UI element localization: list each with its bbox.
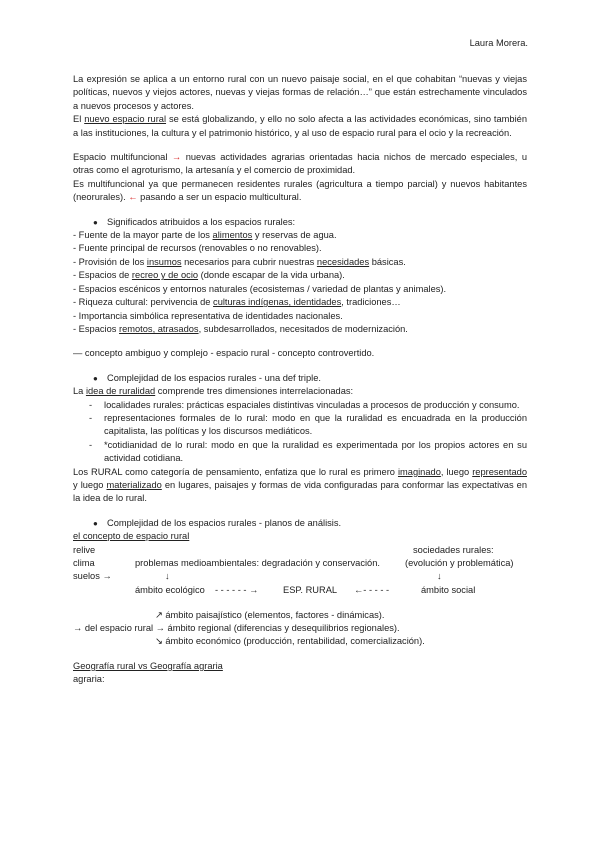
evolucion-label: (evolución y problemática) bbox=[405, 557, 514, 568]
dash-left-arrow: ←- - - - - bbox=[354, 584, 390, 595]
ambito-economico-line: ↘ ámbito económico (producción, rentabilidad, comercialización). bbox=[155, 636, 425, 647]
ambito-ecologico-label: ámbito ecológico bbox=[135, 584, 205, 595]
relive-label: relive bbox=[73, 544, 96, 555]
ambito-social-label: ámbito social bbox=[421, 584, 476, 595]
list-item: - representaciones formales de lo rural: modo en que la ruralidad es encuadrada en la producción capitalista, las políticas y los discursos mediáticos. bbox=[73, 412, 527, 439]
ambito-paisajistico-line: ↗ ámbito paisajístico (elementos, factores - dinámicas). bbox=[155, 609, 385, 620]
bullet-icon: ● bbox=[93, 518, 98, 528]
arrow-left-icon: ← bbox=[128, 192, 138, 203]
list-item: - Espacios escénicos y entornos naturales (ecosistemas / variedad de plantas y animales). bbox=[73, 283, 447, 294]
ruralidad-intro: La idea de ruralidad comprende tres dimensiones interrelacionadas: bbox=[73, 386, 354, 397]
dash-right-arrow: - - - - - - → bbox=[215, 584, 259, 595]
list-item: - localidades rurales: prácticas espaciales distintivas vinculadas a procesos de producción y consumo. bbox=[73, 399, 527, 412]
list-item: - Fuente principal de recursos (renovables o no renovables). bbox=[73, 243, 322, 254]
bullet-icon: ● bbox=[93, 373, 98, 383]
document-body bbox=[73, 73, 527, 687]
significados-list bbox=[73, 229, 527, 336]
intro-paragraph-1: La expresión se aplica a un entorno rural con un nuevo paisaje social, en el que cohabitan “nuevas y viejas políticas, nuevos y viejos actores, nuevas y viejas formas de relación…” que están estrechamente vinculados a nuevos procesos y actores. bbox=[73, 74, 527, 111]
list-item: - Provisión de los insumos necesarios para cubrir nuestras necesidades básicas. bbox=[73, 256, 406, 267]
geografia-heading: Geografía rural vs Geografía agraria bbox=[73, 660, 223, 671]
down-arrow-icon: ↓ bbox=[437, 571, 442, 582]
list-item: - Importancia simbólica representativa de identidades nacionales. bbox=[73, 310, 343, 321]
rural-categoria-paragraph: Los RURAL como categoría de pensamiento, enfatiza que lo rural es primero imaginado, luego representado y luego materializado en lugares, paisajes y formas de vida configuradas para conformar las expectativas en la idea de lo rural. bbox=[73, 466, 528, 504]
intro-paragraph-2: El nuevo espacio rural se está globalizando, y ello no solo afecta a las actividades económicas, sino también a las instituciones, la cultura y el patrimonio histórico, y al uso de espacio rural para el ocio y la recreación. bbox=[73, 114, 527, 138]
list-item: - Espacios remotos, atrasados, subdesarrollados, necesitados de modernización. bbox=[73, 323, 408, 334]
suelos-label: suelos → bbox=[73, 571, 112, 582]
list-item: - Fuente de la mayor parte de los alimentos y reservas de agua. bbox=[73, 230, 337, 241]
planos-diagram bbox=[73, 544, 527, 598]
ambito-regional-line: → del espacio rural → ámbito regional (diferencias y desequilibrios regionales). bbox=[73, 623, 400, 633]
list-item: - *cotidianidad de lo rural: modo en que la ruralidad es experimentada por los propios actores en su actividad cotidiana. bbox=[73, 439, 527, 466]
concepto-espacio-rural-subheading: el concepto de espacio rural bbox=[73, 531, 190, 542]
list-item: - Espacios de recreo y de ocio (donde escapar de la vida urbana). bbox=[73, 270, 345, 281]
significados-heading: ● Significados atribuidos a los espacios rurales: bbox=[73, 216, 527, 229]
multifuncional-line: Espacio multifuncional → nuevas actividades agrarias orientadas hacia nichos de mercado especiales, u otras como el agroturismo, la artesanía y el comercio de proximidad. bbox=[73, 152, 527, 176]
clima-label: clima bbox=[73, 557, 95, 568]
arrow-right-icon: → bbox=[171, 152, 182, 163]
sociedades-label: sociedades rurales: bbox=[413, 544, 494, 555]
complejidad-heading: ● Complejidad de los espacios rurales - una def triple. bbox=[73, 372, 527, 385]
esp-rural-label: ESP. RURAL bbox=[283, 584, 338, 595]
list-item: - Riqueza cultural: pervivencia de culturas indígenas, identidades, tradiciones… bbox=[73, 297, 401, 308]
bullet-icon: ● bbox=[93, 217, 98, 227]
author-name: Laura Morera. bbox=[469, 38, 528, 48]
planos-heading: ● Complejidad de los espacios rurales - planos de análisis. bbox=[73, 517, 527, 530]
down-arrow-icon: ↓ bbox=[165, 571, 170, 582]
agraria-label: agraria: bbox=[73, 674, 105, 685]
dimensiones-list bbox=[73, 399, 527, 466]
nuevo-espacio-rural-term: nuevo espacio rural bbox=[84, 114, 167, 125]
problemas-label: problemas medioambientales: degradación y conservación. bbox=[135, 557, 380, 568]
concepto-line: — concepto ambiguo y complejo - espacio rural - concepto controvertido. bbox=[73, 348, 375, 359]
multicultural-line: Es multifuncional ya que permanecen residentes rurales (agricultura a tiempo parcial) y nuevos habitantes (neorurales). ← pasando a ser un espacio multicultural. bbox=[73, 178, 527, 203]
